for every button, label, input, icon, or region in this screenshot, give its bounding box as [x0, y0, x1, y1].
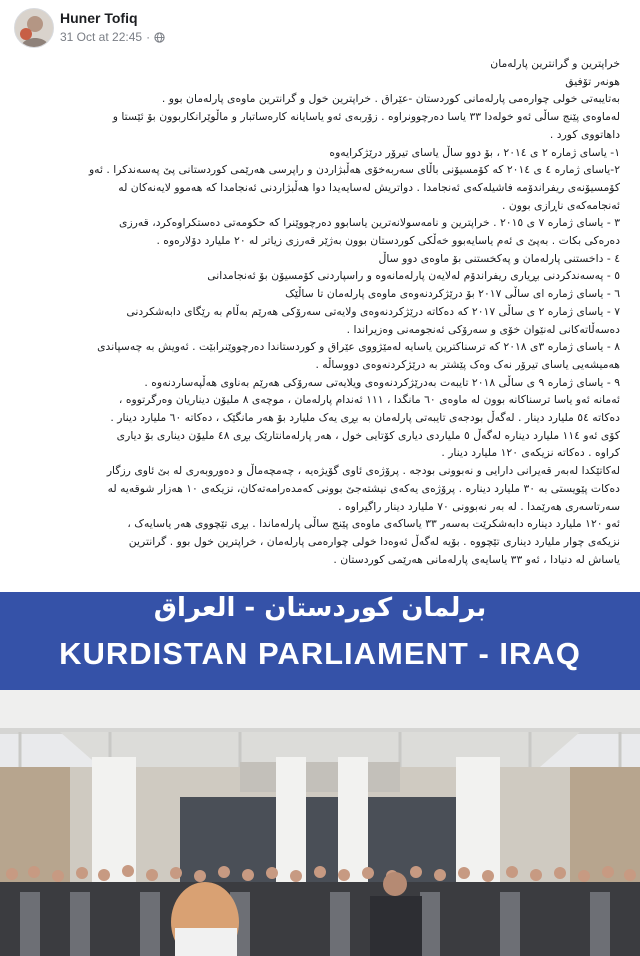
- globe-icon[interactable]: [154, 32, 165, 43]
- sign-arabic-text: برلمان كوردستان - العراق: [153, 593, 487, 623]
- post-text-line: ٨ - یاسای ژمارە ٣ی ٢٠١٨ کە ترسناکترین یاسایە لەمێژووی عێراق و کوردستاندا دەرچووێنرابێت . ئەویش بە چەسپاندی: [97, 340, 620, 354]
- post-text-line: ٧ - یاسای ژمارە ٢ ی ساڵی ٢٠١٧ کە دەکاتە درێژکردنەوەی ولایەتی سەرۆکی هەرێم بەڵام بە رێگای دابەشکردنی: [126, 304, 620, 318]
- post-text-line: دەکاتە ٥٤ ملیارد دینار . لەگەڵ بودجەی تایبەتی پارلەمان بە بڕی یەک ملیارد بۆ هەر مانگێک ، دەکاتە ٦٠ ملیارد دینار .: [110, 411, 620, 425]
- avatar-image: [15, 9, 53, 47]
- post-text-line: خراپترین و گرانترین پارلەمان: [490, 57, 620, 70]
- post-text-line: ٥ - پەسەندکردنی بڕیاری ریفراندۆم لەلایەن پارلەمانەوە و راسپاردنی کۆمسیۆن بۆ ئەنجامدانی: [207, 269, 620, 283]
- post-text-line: لەکاتێکدا لەبەر قەیرانی دارایی و نەبوونی بودجە . پرۆژەی ئاوی گۆیژەیە ، چەمچەماڵ و دەوروبەری لە بێ ئاوی رزگار: [106, 464, 620, 478]
- post-text-line: ٣ - یاسای ژمارە ٧ ی ٢٠١٥ . خراپترین و نامەسولانەترین یاسابوو دەرچووێنرا کە حکومەتی دەستکراوەکرد، قەرزی: [119, 216, 620, 230]
- post-timestamp[interactable]: 31 Oct at 22:45: [60, 30, 143, 44]
- post-body-text: [16, 55, 620, 589]
- post-text-line: ٩ - یاسای ژمارە ٩ ی ساڵی ٢٠١٨ تایبەت بەدرێژکردنەوەی ویلایەتی سەرۆکی هەرێم بەناوی هەڵپەساردنەوە .: [144, 375, 620, 389]
- post-meta: [60, 30, 165, 44]
- post-text-line: ١- یاسای ژمارە ٢ ی ٢٠١٤ ، بۆ دوو ساڵ یاسای تیرۆر درێژکرایەوە: [329, 145, 620, 159]
- post-text-line: لەماوەی پێنج ساڵی ئەو خولەدا ٣٣ یاسا دەرچوونراوە . زۆربەی ئەو یاسایانە کارەساتبار و ماڵوێرانکاربوون بۆ ئێستا و: [112, 110, 620, 124]
- post-text-line: کۆی ئەو ١١٤ ملیارد دینارە لەگەڵ ٥ ملیاردی دیاری کۆتایی خول ، هەر پارلەمانتارێک بڕی ٤٨ ملیۆن دیناری بۆ دیاری: [116, 428, 620, 442]
- post-text-line: نزیکەی چوار ملیارد دیناری تێچووە . بۆیە لەگەڵ ئەوەدا خولی چوارەمی پارلەمان ، خراپترین خول بوو . گرانترین: [128, 534, 620, 548]
- post-photo[interactable]: [0, 592, 640, 956]
- post-text-line: دەکات پێویستی بە ٣٠ ملیارد دینارە . پرۆژەی یەکەی نیشتەجێ بوونی کەمدەرامەتەکان، نزیکەی ١٠ هەزار شوقەیە لە: [107, 481, 620, 495]
- post-text-line: هەمیشەیی یاسای تیرۆر نەک وەک پێشتر بە درێژکردنەوەی دووساڵە .: [315, 357, 620, 371]
- post-text-line: ٢-یاسای ژمارە ٤ ی ٢٠١٤ کە کۆمسیۆنی باڵای سەربەخۆی هەڵبژاردن و راپرسی هەرێمی کوردستانی پێ پەسەندکرا . ئەو: [88, 163, 620, 177]
- post-text-line: ئەنجامەکەی ناڕازی بوون .: [501, 198, 620, 212]
- post-text-line: بەتایبەتی خولی چوارەمی پارلەمانی کوردستان -عێراق . خراپترین خول و گرانترین ماوەی پارلەمان بوو .: [161, 92, 620, 106]
- post-text-line: ئەو ١٢٠ ملیارد دینارە دابەشکرێت بەسەر ٣٣ یاساکەی ماوەی پێنج ساڵی پارلەماندا . بڕی تێچووی هەر یاسایەک ،: [127, 517, 620, 531]
- post-text-line: ئەمانە ئەو یاسا ترسناکانە بوون لە ماوەی ٦٠ مانگدا ، ١١١ ئەندام پارلەمان ، موچەی ٨ ملیۆن دیناریان وەرگرتووە ،: [118, 393, 620, 407]
- post-text-line: ٤ - داخستنی پارلەمان و پەکخستنی بۆ ماوەی دوو ساڵ: [378, 251, 620, 265]
- post-text-line: ٦ - یاسای ژمارە ای ساڵی ٢٠١٧ بۆ درێژکردنەوەی ماوەی پارلەمان تا ساڵێک: [285, 287, 620, 301]
- post-text-line: یاساش لە دنیادا ، ئەو ٣٣ یاسایەی پارلەمانی هەرێمی کوردستان .: [333, 552, 620, 566]
- post-text-line: کۆمسیۆنەی ریفراندۆمە فاشیلەکەی ئەنجامدا . دواتریش لەسایەیدا دوا هەڵبژاردنی ئەنجامدا کە هەموو لایەنەکان لە: [118, 180, 620, 194]
- post-text-line: داهاتووی کورد .: [549, 127, 620, 141]
- author-name[interactable]: Huner Tofiq: [60, 10, 138, 26]
- post-text-line: کراوە . دەکاتە نزیکەی ١٢٠ ملیارد دینار .: [441, 446, 620, 460]
- sign-english-text: KURDISTAN PARLIAMENT - IRAQ: [59, 636, 581, 671]
- author-avatar[interactable]: [14, 8, 54, 48]
- post-text-line: هونەر تۆفیق: [565, 74, 620, 88]
- post-text-line: دەرەکی بکات . بەپێ ی ئەم یاسایەبوو خەڵکی کوردستان بوون بەژێر قەرزی زیاتر لە ٢٠ ملیارد دۆلارەوە .: [156, 234, 620, 248]
- post-text-line: سەرتاسەری هەرێمدا . لە بەر نەبوونی ٧٠ ملیارد دینار راگیراوە .: [338, 499, 620, 513]
- post-text-line: دەسەڵاتەکانی لەنێوان خۆی و سەرۆکی ئەنجومەنی وەزیراندا .: [346, 322, 620, 336]
- meta-separator: ·: [146, 30, 151, 44]
